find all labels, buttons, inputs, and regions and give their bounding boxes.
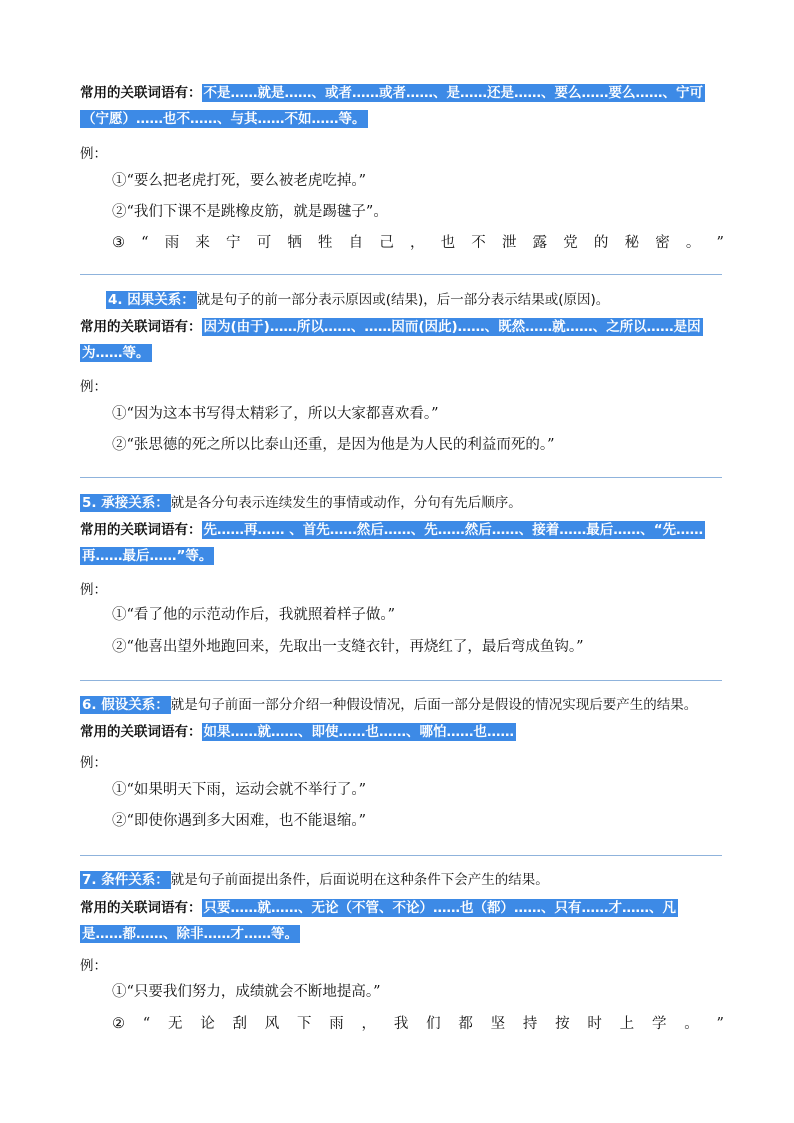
example-char: 时 <box>587 1016 602 1032</box>
section-divider <box>80 680 722 681</box>
example-char: 牺 <box>287 235 302 251</box>
example-char: ， <box>361 1016 377 1032</box>
example-char: 己 <box>379 235 394 251</box>
section-heading-line <box>106 289 751 311</box>
example-sentence: ①“因为这本书写得太精彩了，所以大家都喜欢看。” <box>112 406 439 422</box>
example-char: ” <box>716 235 724 251</box>
connectives-line-continued <box>80 342 725 364</box>
example-char: 风 <box>264 1016 280 1032</box>
connectives-line <box>80 316 725 338</box>
section-definition: 就是各分句表示连续发生的事情或动作，分句有先后顺序。 <box>170 495 522 511</box>
example-label: 例： <box>80 582 107 598</box>
example-sentence-spread <box>112 1013 724 1035</box>
example-char: 露 <box>532 235 548 251</box>
example-sentence: ②“他喜出望外地跑回来，先取出一支缝衣针，再烧红了，最后弯成鱼钩。” <box>112 639 584 655</box>
example-sentence: ①“如果明天下雨，运动会就不举行了。” <box>112 782 367 798</box>
section-title: 4. 因果关系： <box>108 292 195 308</box>
example-sentence: ②“我们下课不是跳橡皮筋，就是踢毽子”。 <box>112 204 388 220</box>
example-label: 例： <box>80 755 107 771</box>
connectives-line <box>80 721 725 743</box>
section-heading-line <box>80 869 725 891</box>
example-sentence: ②“张思德的死之所以比泰山还重，是因为他是为人民的利益而死的。” <box>112 437 555 453</box>
section-title: 7. 条件关系： <box>82 872 169 888</box>
connectives-highlight: 只要……就……、无论（不管、不论）……也（都）……、只有……才……、凡 <box>203 900 676 916</box>
connectives-lead: 常用的关联词语有： <box>80 900 202 916</box>
example-char: ” <box>716 1016 724 1032</box>
example-char: 下 <box>297 1016 312 1032</box>
example-char: 无 <box>167 1016 183 1032</box>
example-char: 论 <box>200 1016 215 1032</box>
example-char: 也 <box>440 235 456 251</box>
example-char: 坚 <box>490 1016 506 1032</box>
connectives-highlight: 不是……就是……、或者……或者……、是……还是……、要么……要么……、宁可 <box>203 85 703 101</box>
example-char: 党 <box>563 235 578 251</box>
example-char: 的 <box>593 235 609 251</box>
example-char: ， <box>409 235 425 251</box>
section-divider <box>80 477 722 478</box>
connectives-line-continued <box>80 108 725 130</box>
section-definition: 就是句子前面一部分介绍一种假设情况，后面一部分是假设的情况实现后要产生的结果。 <box>170 697 698 713</box>
connectives-highlight: 为……等。 <box>82 345 150 361</box>
connectives-lead: 常用的关联词语有： <box>80 522 202 538</box>
example-label: 例： <box>80 379 107 395</box>
connectives-highlight: （宁愿）……也不……、与其……不如……等。 <box>82 111 366 127</box>
connectives-line <box>80 82 725 104</box>
example-sentence: ①“看了他的示范动作后，我就照着样子做。” <box>112 607 396 623</box>
example-char: 秘 <box>624 235 640 251</box>
example-sentence-spread <box>112 232 724 254</box>
connectives-line <box>80 897 725 919</box>
connectives-highlight: 再……最后……”等。 <box>82 548 213 564</box>
example-sentence: ①“要么把老虎打死，要么被老虎吃掉。” <box>112 173 367 189</box>
example-char: 自 <box>348 235 364 251</box>
section-definition: 就是句子的前一部分表示原因或(结果)，后一部分表示结果或(原因)。 <box>196 292 610 308</box>
section-heading-line <box>80 492 725 514</box>
example-label: 例： <box>80 146 107 162</box>
connectives-lead: 常用的关联词语有： <box>80 85 202 101</box>
example-char: ③ <box>112 235 125 251</box>
example-char: 上 <box>619 1016 635 1032</box>
example-char: 不 <box>471 235 486 251</box>
example-char: 宁 <box>226 235 241 251</box>
connectives-line <box>80 519 725 541</box>
example-sentence: ①“只要我们努力，成绩就会不断地提高。” <box>112 984 381 1000</box>
example-char: 。 <box>685 235 701 251</box>
example-char: 。 <box>684 1016 699 1032</box>
example-char: 雨 <box>164 235 180 251</box>
example-char: “ <box>141 235 149 251</box>
section-divider <box>80 274 722 275</box>
example-char: 可 <box>256 235 272 251</box>
example-char: 来 <box>195 235 210 251</box>
example-char: 我 <box>393 1016 409 1032</box>
connectives-line-continued <box>80 545 725 567</box>
example-char: 密 <box>655 235 670 251</box>
example-char: 牲 <box>318 235 333 251</box>
connectives-lead: 常用的关联词语有： <box>80 724 202 740</box>
example-char: 学 <box>651 1016 667 1032</box>
section-title: 5. 承接关系： <box>82 495 169 511</box>
connectives-lead: 常用的关联词语有： <box>80 319 202 335</box>
example-char: 泄 <box>501 235 517 251</box>
example-label: 例： <box>80 958 107 974</box>
example-char: 们 <box>426 1016 441 1032</box>
section-heading-line <box>80 694 725 716</box>
section-title: 6. 假设关系： <box>82 697 169 713</box>
connectives-highlight: 如果……就……、即使……也……、哪怕……也…… <box>203 724 514 740</box>
example-char: 都 <box>458 1016 473 1032</box>
example-sentence: ②“即使你遇到多大困难，也不能退缩。” <box>112 813 367 829</box>
example-char: “ <box>142 1016 151 1032</box>
example-char: 雨 <box>329 1016 344 1032</box>
example-char: 持 <box>522 1016 538 1032</box>
example-char: ② <box>112 1016 125 1032</box>
section-definition: 就是句子前面提出条件，后面说明在这种条件下会产生的结果。 <box>170 872 549 888</box>
connectives-highlight: 是……都……、除非……才……等。 <box>82 926 298 942</box>
connectives-highlight: 因为(由于)……所以……、……因而(因此)……、既然……就……、之所以……是因 <box>203 319 701 335</box>
section-divider <box>80 855 722 856</box>
example-char: 按 <box>555 1016 570 1032</box>
example-char: 刮 <box>232 1016 247 1032</box>
connectives-highlight: 先……再…… 、首先……然后……、先……然后……、接着……最后……、“先…… <box>203 522 704 538</box>
connectives-line-continued <box>80 923 725 945</box>
